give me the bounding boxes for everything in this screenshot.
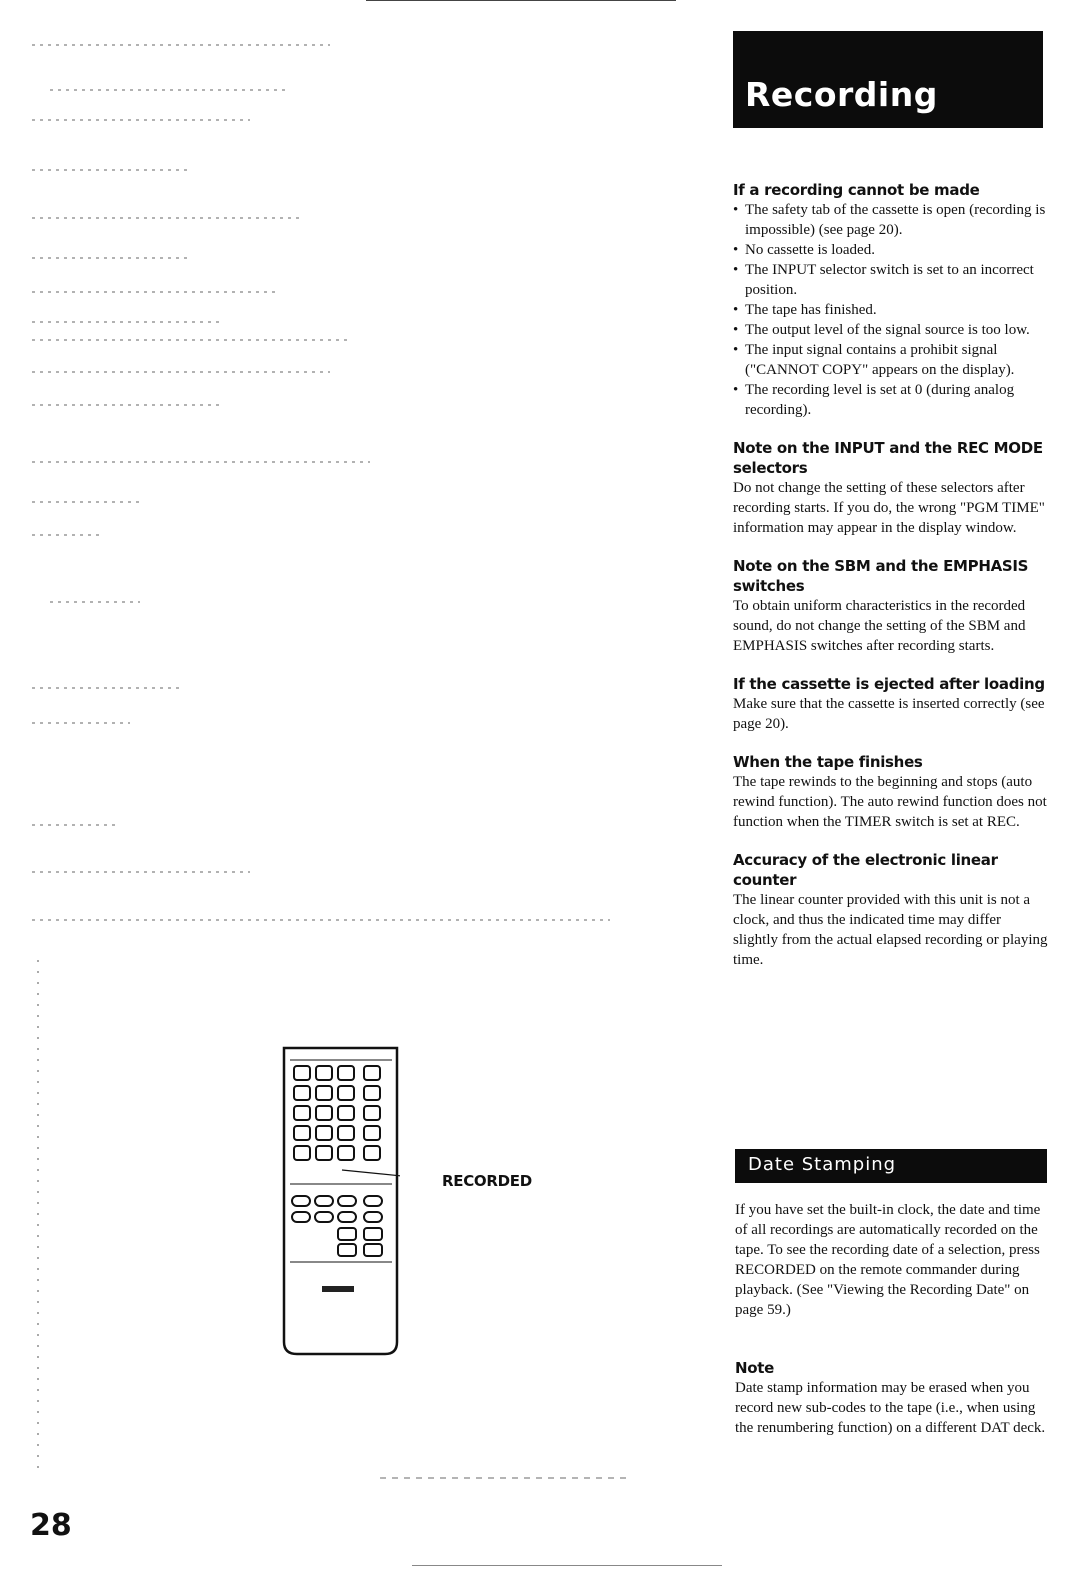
section-cassette-ejected: [733, 674, 1048, 734]
section-body: If you have set the built-in clock, the date and time of all recordings are automatically recorded on the tape. To see the recording date of a selection, press RECORDED on the remote commander during playback. (See "Viewing the Recording Date" on page 59.): [735, 1202, 1041, 1318]
top-rule: [366, 0, 676, 1]
section-input-rec-mode: [733, 438, 1048, 538]
list-item: • The safety tab of the cassette is open (recording is impossible) (see page 20).: [733, 200, 1048, 240]
section-heading: Note on the SBM and the EMPHASIS switches: [733, 557, 1029, 595]
section-heading: When the tape finishes: [733, 753, 923, 771]
section-heading: Note on the INPUT and the REC MODE selectors: [733, 439, 1043, 477]
section-tape-finishes: [733, 752, 1048, 832]
note-body: Date stamp information may be erased when you record new sub-codes to the tape (i.e., when using the renumbering function) on a different DAT deck.: [735, 1380, 1046, 1436]
list-item: • No cassette is loaded.: [733, 240, 1048, 260]
recorded-callout-label: RECORDED: [442, 1172, 532, 1190]
section-heading: If a recording cannot be made: [733, 181, 980, 199]
section-title-banner: [733, 31, 1043, 128]
note-heading: Note: [735, 1359, 775, 1377]
date-stamping-note: [735, 1358, 1050, 1438]
list-item: • The tape has finished.: [733, 300, 1048, 320]
list-item: • The output level of the signal source is too low.: [733, 320, 1048, 340]
bullet-list: [733, 200, 1048, 420]
section-heading: If the cassette is ejected after loading: [733, 675, 1045, 693]
list-item: • The INPUT selector switch is set to an incorrect position.: [733, 260, 1048, 300]
list-item: • The input signal contains a prohibit signal ("CANNOT COPY" appears on the display).: [733, 340, 1048, 380]
section-cannot-record: [733, 180, 1048, 420]
section-body: Do not change the setting of these selectors after recording starts. If you do, the wrong "PGM TIME" information may appear in the display window.: [733, 480, 1045, 536]
section-body: The linear counter provided with this unit is not a clock, and thus the indicated time may differ slightly from the actual elapsed recording or playing time.: [733, 892, 1048, 968]
section-linear-counter: [733, 850, 1048, 970]
remote-commander-illustration: [282, 1046, 400, 1356]
section-body: To obtain uniform characteristics in the recorded sound, do not change the setting of the SBM and EMPHASIS switches after recording starts.: [733, 598, 1026, 654]
troubleshooting-column: [733, 180, 1048, 988]
date-stamping-title: Date Stamping: [748, 1154, 897, 1175]
page-number: 28: [30, 1508, 72, 1543]
section-body: Make sure that the cassette is inserted correctly (see page 20).: [733, 696, 1045, 732]
date-stamping-column: [735, 1200, 1050, 1456]
section-heading: Accuracy of the electronic linear counter: [733, 851, 998, 889]
section-body: The tape rewinds to the beginning and stops (auto rewind function). The auto rewind function does not function when the TIMER switch is set at REC.: [733, 774, 1047, 830]
bottom-rule: [412, 1565, 722, 1566]
section-sbm-emphasis: [733, 556, 1048, 656]
list-item: • The recording level is set at 0 (during analog recording).: [733, 380, 1048, 420]
date-stamping-banner: [735, 1149, 1047, 1183]
date-stamping-body: [735, 1200, 1050, 1320]
page-title: Recording: [745, 75, 938, 114]
